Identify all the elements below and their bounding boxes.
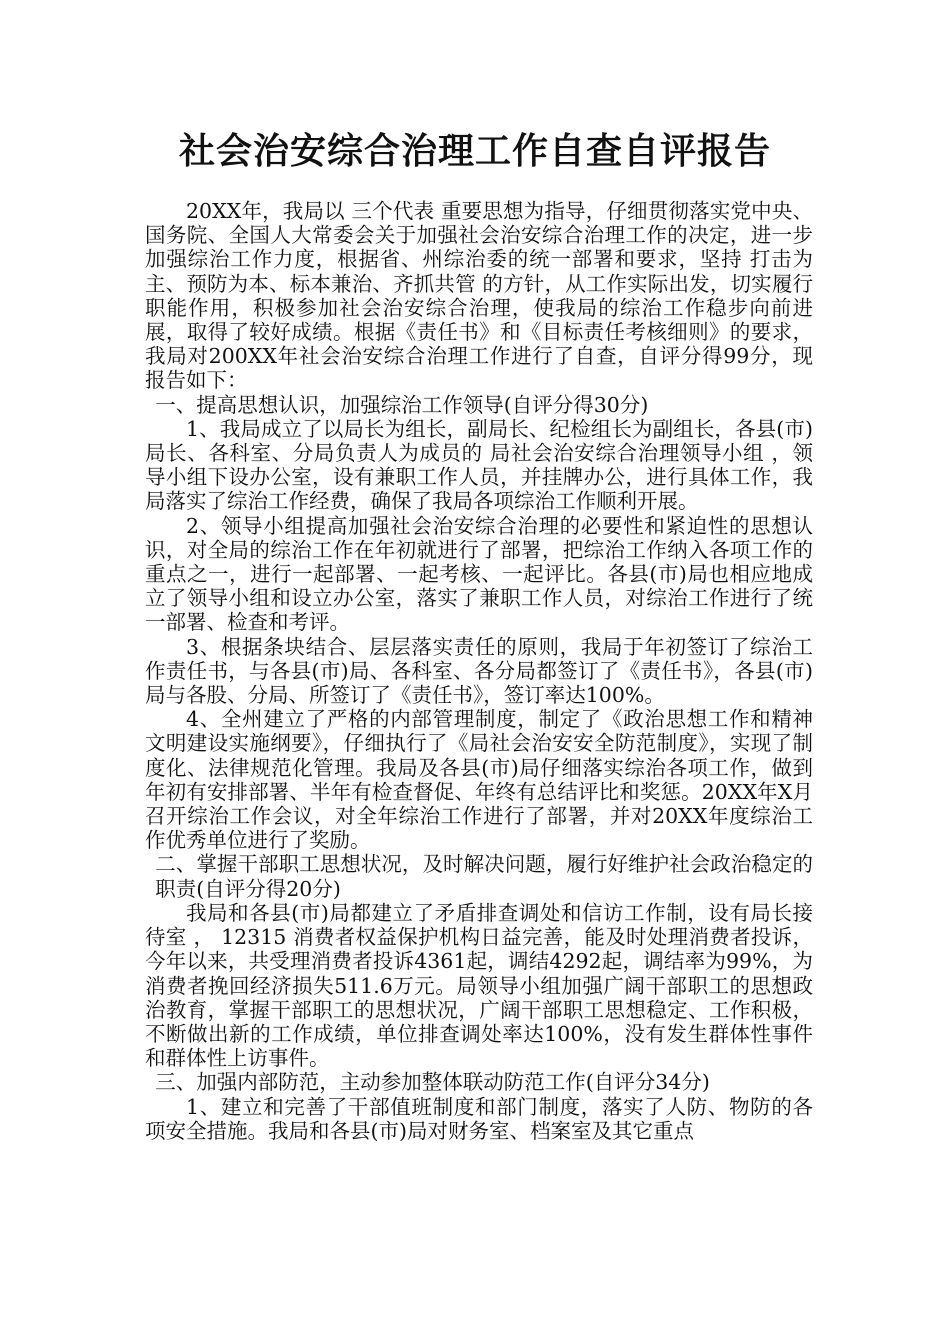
paragraph-1-3: 3、根据条块结合、层层落实责任的原则，我局于年初签订了综治工作责任书，与各县(市)局、各科室、各分局都签订了《责任书》，各县(市)局与各股、分局、所签订了《责任书》，签订率达100%。 [145,634,813,708]
paragraph-1-1: 1、我局成立了以局长为组长，副局长、纪检组长为副组长，各县(市)局长、各科室、分局负责人为成员的 局社会治安综合治理领导小组 ，领导小组下设办公室，设有兼职工作人员，并挂牌办公，进行具体工作，我局落实了综治工作经费，确保了我局各项综治工作顺利开展。 [145,416,813,514]
section-heading-2: 二、掌握干部职工思想状况，及时解决问题，履行好维护社会政治稳定的职责(自评分得20分) [155,852,813,901]
paragraph-1-2: 2、领导小组提高加强社会治安综合治理的必要性和紧迫性的思想认识，对全局的综治工作在年初就进行了部署，把综治工作纳入各项工作的重点之一，进行一起部署、一起考核、一起评比。各县(市)局也相应地成立了领导小组和设立办公室，落实了兼职工作人员，对综治工作进行了统一部署、检查和考评。 [145,513,813,635]
intro-paragraph: 20XX年，我局以 三个代表 重要思想为指导，仔细贯彻落实党中央、国务院、全国人大常委会关于加强社会治安综合治理工作的决定，进一步加强综治工作力度，根据省、州综治委的统一部署和要求，坚持 打击为主、预防为本、标本兼治、齐抓共管 的方针，从工作实际出发，切实履行职能作用，积极参加社会治安综合治理，使我局的综治工作稳步向前进展，取得了较好成绩。根据《责任书》和《目标责任考核细则》的要求，我局对200XX年社会治安综合治理工作进行了自查，自评分得99分，现报告如下： [145,199,813,393]
paragraph-2-1: 我局和各县(市)局都建立了矛盾排查调处和信访工作制，设有局长接待室 ， 12315 消费者权益保护机构日益完善，能及时处理消费者投诉，今年以来，共受理消费者投诉4361起，调结4292起，调结率为99%，为消费者挽回经济损失511.6万元。局领导小组加强广阔干部职工的思想政治教育，掌握干部职工的思想状况，广阔干部职工思想稳定、工作积极，不断做出新的工作成绩，单位排查调处率达100%，没有发生群体性事件和群体性上访事件。 [145,900,813,1071]
paragraph-1-4: 4、全州建立了严格的内部管理制度，制定了《政治思想工作和精神文明建设实施纲要》，仔细执行了《局社会治安安全防范制度》，实现了制度化、法律规范化管理。我局及各县(市)局仔细落实综治各项工作，做到年初有安排部署、半年有检查督促、年终有总结评比和奖惩。20XX年X月召开综治工作会议，对全年综治工作进行了部署，并对20XX年度综治工作优秀单位进行了奖励。 [145,707,813,853]
document-body [145,199,813,1143]
section-heading-3: 三、加强内部防范，主动参加整体联动防范工作(自评分34分) [155,1070,710,1095]
document-title: 社会治安综合治理工作自查自评报告 [178,130,771,172]
section-heading-1: 一、提高思想认识，加强综治工作领导(自评分得30分) [155,392,649,417]
paragraph-3-1: 1、建立和完善了干部值班制度和部门制度，落实了人防、物防的各项安全措施。我局和各县(市)局对财务室、档案室及其它重点 [145,1094,813,1143]
